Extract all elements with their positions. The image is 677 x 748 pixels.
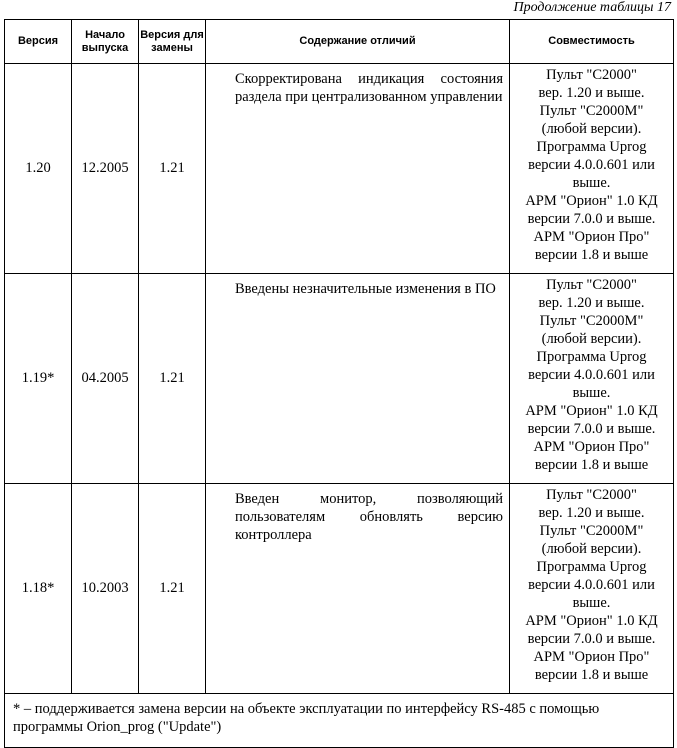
cell-replacement: 1.21 (139, 274, 206, 484)
cell-differences: Введен монитор, позволяющий пользователям обновлять версию контроллера (206, 484, 510, 694)
compat-line: АРМ "Орион" 1.0 КД (525, 403, 658, 419)
compat-line: Пульт "С2000" (546, 67, 637, 83)
compat-line: версии 4.0.0.601 или (528, 577, 655, 593)
version-table (4, 19, 674, 748)
cell-release: 10.2003 (72, 484, 139, 694)
compat-line: Пульт "С2000" (546, 277, 637, 293)
compat-line: версии 1.8 и выше (534, 667, 649, 683)
cell-version: 1.20 (5, 64, 72, 274)
compat-line: Пульт "С2000М" (539, 523, 644, 539)
table-row (5, 274, 674, 484)
table-header-row (5, 20, 674, 64)
cell-differences: Скорректирована индикация состояния раздела при централизованном управлении (206, 64, 510, 274)
cell-compatibility (510, 64, 674, 274)
header-release: Начало выпуска (72, 20, 139, 64)
compat-line: версии 1.8 и выше (534, 457, 649, 473)
compat-line: выше. (572, 595, 611, 611)
compat-line: (любой версии). (541, 121, 642, 137)
compat-line: АРМ "Орион" 1.0 КД (525, 613, 658, 629)
header-differences: Содержание отличий (206, 20, 510, 64)
cell-release: 12.2005 (72, 64, 139, 274)
compat-line: версии 1.8 и выше (534, 247, 649, 263)
compat-line: версии 4.0.0.601 или (528, 157, 655, 173)
table-continuation-caption: Продолжение таблицы 17 (513, 0, 671, 15)
compat-line: вер. 1.20 и выше. (538, 295, 645, 311)
table-row (5, 484, 674, 694)
header-compatibility: Совместимость (510, 20, 674, 64)
cell-release: 04.2005 (72, 274, 139, 484)
compat-line: вер. 1.20 и выше. (538, 85, 645, 101)
cell-differences: Введены незначительные изменения в ПО (206, 274, 510, 484)
compat-line: АРМ "Орион" 1.0 КД (525, 193, 658, 209)
footnote: * – поддерживается замена версии на объекте эксплуатации по интерфейсу RS-485 с помощью программы Orion_prog ("Update") (5, 694, 674, 748)
compat-line: версии 7.0.0 и выше. (527, 631, 656, 647)
compat-line: версии 4.0.0.601 или (528, 367, 655, 383)
compat-line: АРМ "Орион Про" (533, 439, 650, 455)
compat-line: АРМ "Орион Про" (533, 229, 650, 245)
compat-line: Программа Uprog (536, 139, 647, 155)
footnote-row (5, 694, 674, 748)
compat-line: Программа Uprog (536, 559, 647, 575)
compat-line: Пульт "С2000М" (539, 103, 644, 119)
compat-line: (любой версии). (541, 331, 642, 347)
cell-version: 1.18* (5, 484, 72, 694)
cell-compatibility (510, 484, 674, 694)
compat-line: АРМ "Орион Про" (533, 649, 650, 665)
cell-replacement: 1.21 (139, 64, 206, 274)
compat-line: Программа Uprog (536, 349, 647, 365)
cell-compatibility (510, 274, 674, 484)
compat-line: вер. 1.20 и выше. (538, 505, 645, 521)
cell-version: 1.19* (5, 274, 72, 484)
compat-line: выше. (572, 385, 611, 401)
compat-line: версии 7.0.0 и выше. (527, 421, 656, 437)
cell-replacement: 1.21 (139, 484, 206, 694)
header-replacement: Версия для замены (139, 20, 206, 64)
compat-line: Пульт "С2000" (546, 487, 637, 503)
compat-line: версии 7.0.0 и выше. (527, 211, 656, 227)
header-version: Версия (5, 20, 72, 64)
compat-line: выше. (572, 175, 611, 191)
compat-line: Пульт "С2000М" (539, 313, 644, 329)
compat-line: (любой версии). (541, 541, 642, 557)
table-row (5, 64, 674, 274)
